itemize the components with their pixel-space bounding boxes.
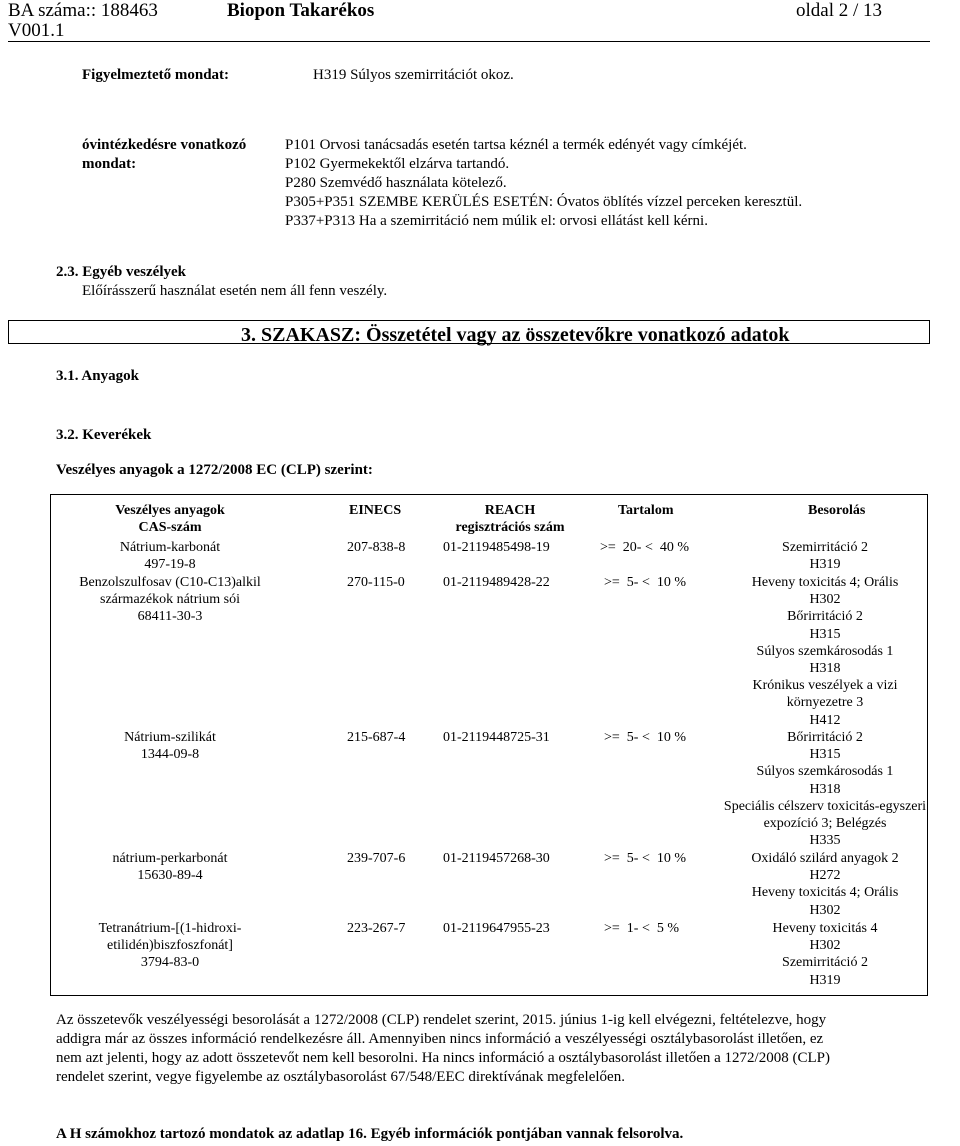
footnote-line: addigra már az összes információ rendelkezésre áll. Amennyiben nincs információ a veszélyességi osztálybasorolást illetően, ez (56, 1031, 824, 1047)
header-classification: Besorolás (808, 503, 866, 518)
precaution-line: P280 Szemvédő használata kötelező. (285, 175, 507, 191)
header-col1-line2: CAS-szám (138, 520, 202, 536)
table-row-2-einecs: 270-115-0 (347, 575, 405, 590)
precaution-line: P305+P351 SZEMBE KERÜLÉS ESETÉN: Óvatos öblítés vízzel perceken keresztül. (285, 194, 803, 210)
cas-number: 15630-89-4 (137, 868, 203, 884)
table-row-4-substance (80, 850, 260, 884)
table-row-4-reach: 01-2119457268-30 (443, 851, 550, 866)
classification-line: H318 (809, 781, 841, 797)
table-row-3-content: >= 5- < 10 % (604, 730, 687, 745)
section3-title: 3. SZAKASZ: Összetétel vagy az összetevőkre vonatkozó adatok (241, 324, 790, 346)
substances-heading: 3.1. Anyagok (56, 368, 139, 384)
h-statements-note: A H számokhoz tartozó mondatok az adatlap 16. Egyéb információk pontjában vannak felsorolva. (56, 1126, 684, 1142)
header-reach (435, 502, 585, 536)
cas-number: 3794-83-0 (140, 955, 200, 971)
classification-line: H272 (809, 868, 841, 884)
header-divider (8, 41, 930, 42)
company-name: Biopon Takarékos (227, 0, 375, 21)
classification-line: Krónikus veszélyek a vizi (752, 678, 898, 694)
other-hazards-text: Előírásszerű használat esetén nem áll fenn veszély. (82, 283, 388, 299)
table-row-2-substance (70, 574, 270, 626)
table-row-5-substance (80, 920, 260, 972)
table-row-4-einecs: 239-707-6 (347, 851, 406, 866)
page-number: oldal 2 / 13 (796, 0, 883, 21)
clp-heading: Veszélyes anyagok a 1272/2008 EC (CLP) szerint: (56, 462, 373, 478)
classification-line: H335 (809, 833, 841, 849)
table-row-1-classification (725, 539, 925, 573)
classification-line: Heveny toxicitás 4; Orális (751, 885, 899, 901)
classification-line: Oxidáló szilárd anyagok 2 (751, 851, 899, 866)
footnote-line: rendelet szerint, vegye figyelembe az osztálybasorolást 67/548/EEC direktívának megfelelően. (56, 1069, 625, 1085)
cas-number: 1344-09-8 (140, 747, 200, 763)
header-reach-line2: regisztrációs szám (455, 520, 565, 536)
sds-number: BA száma:: 188463 (8, 0, 158, 21)
table-row-4-classification (725, 850, 925, 919)
version-label: V001.1 (8, 20, 65, 41)
classification-line: H302 (809, 902, 841, 918)
clp-footnote (56, 1011, 926, 1087)
substance-name: Tetranátrium-[(1-hidroxi- (98, 921, 242, 936)
substance-name: Nátrium-karbonát (119, 540, 221, 555)
classification-line: Bőrirritáció 2 (787, 730, 863, 745)
cas-number: 497-19-8 (144, 557, 196, 573)
substance-name: Benzolszulfosav (C10-C13)alkil (79, 575, 261, 590)
classification-line: H315 (809, 747, 841, 763)
classification-line: Bőrirritáció 2 (787, 609, 863, 625)
header-einecs: EINECS (349, 503, 402, 518)
table-row-5-einecs: 223-267-7 (347, 921, 406, 936)
header-reach-line1: REACH (484, 503, 536, 518)
classification-line: Súlyos szemkárosodás 1 (756, 643, 894, 659)
substance-name-cont: származékok nátrium sói (100, 592, 240, 608)
substance-name: nátrium-perkarbonát (112, 851, 228, 866)
table-row-5-reach: 01-2119647955-23 (443, 921, 550, 936)
table-row-4-content: >= 5- < 10 % (604, 851, 687, 866)
classification-line: Heveny toxicitás 4; Orális (751, 575, 899, 590)
precaution-label-line2: mondat: (82, 156, 137, 172)
table-row-3-reach: 01-2119448725-31 (443, 730, 550, 745)
classification-line: H315 (809, 626, 841, 642)
precaution-line: P101 Orvosi tanácsadás esetén tartsa kéznél a termék edényét vagy címkéjét. (285, 137, 747, 153)
warning-label: Figyelmeztető mondat: (82, 67, 230, 83)
substance-name: Nátrium-szilikát (124, 730, 216, 745)
table-row-3-substance (80, 729, 260, 763)
classification-line: expozíció 3; Belégzés (763, 816, 887, 832)
other-hazards-heading: 2.3. Egyéb veszélyek (56, 264, 186, 280)
classification-line: H319 (809, 557, 841, 573)
table-row-5-content: >= 1- < 5 % (604, 921, 680, 936)
classification-line: Heveny toxicitás 4 (772, 921, 878, 936)
classification-line: környezetre 3 (786, 695, 864, 711)
footnote-line: nem azt jelenti, hogy az adott összetevőt nem kell besorolni. Ha nincs információ a osztálybasorolást illetően a 1272/2008 (CLP) (56, 1050, 830, 1066)
warning-text: H319 Súlyos szemirritációt okoz. (313, 67, 514, 83)
substance-name-cont: etilidén)biszfoszfonát] (107, 938, 233, 954)
classification-line: H319 (809, 972, 841, 988)
classification-line: H318 (809, 661, 841, 677)
classification-line: H412 (809, 712, 841, 728)
precaution-line: P337+P313 Ha a szemirritáció nem múlik el: orvosi ellátást kell kérni. (285, 213, 708, 229)
table-row-3-einecs: 215-687-4 (347, 730, 406, 745)
mixtures-heading: 3.2. Keverékek (56, 427, 152, 443)
classification-line: H302 (809, 938, 841, 954)
table-row-2-classification (725, 574, 925, 729)
table-row-5-classification (725, 920, 925, 989)
table-row-1-content: >= 20- < 40 % (600, 540, 690, 555)
classification-line: Szemirritáció 2 (782, 955, 868, 971)
table-row-1-substance (80, 539, 260, 573)
table-row-1-einecs: 207-838-8 (347, 540, 406, 555)
header-col1-line1: Veszélyes anyagok (115, 503, 225, 518)
classification-line: Szemirritáció 2 (782, 540, 868, 555)
classification-line: Súlyos szemkárosodás 1 (756, 764, 894, 780)
classification-line: Speciális célszerv toxicitás-egyszeri (723, 798, 927, 814)
table-row-2-content: >= 5- < 10 % (604, 575, 687, 590)
table-row-2-reach: 01-2119489428-22 (443, 575, 550, 590)
header-hazardous-substances (100, 502, 240, 536)
precaution-label-line1: óvintézkedésre vonatkozó (82, 137, 247, 153)
table-row-3-classification (720, 729, 930, 849)
precaution-statements (285, 136, 802, 231)
footnote-line: Az összetevők veszélyességi besorolását a 1272/2008 (CLP) rendelet szerint, 2015. június 1-ig kell elvégezni, feltételezve, hogy (56, 1012, 827, 1028)
table-row-1-reach: 01-2119485498-19 (443, 540, 550, 555)
precaution-line: P102 Gyermekektől elzárva tartandó. (285, 156, 510, 172)
classification-line: H302 (809, 592, 841, 608)
header-content: Tartalom (618, 503, 674, 518)
cas-number: 68411-30-3 (137, 609, 203, 625)
